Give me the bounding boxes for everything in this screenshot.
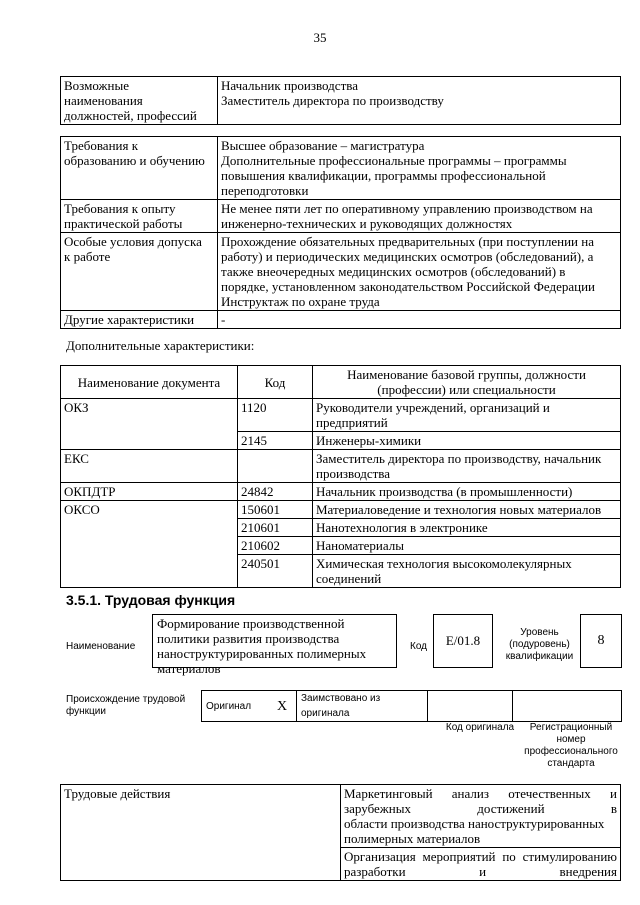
registration-number-cell [513, 691, 622, 722]
table-cell: Материаловедение и технология новых материалов [313, 501, 621, 519]
table-cell: Химическая технология высокомолекулярных соединений [313, 555, 621, 588]
labor-action-row: Маркетинговый анализ отечественных и зарубежных достижений в области производства наноструктурированных полимерных материалов [341, 785, 621, 848]
classification-table [60, 365, 621, 588]
function-name-label: Наименование [66, 641, 136, 652]
experience-label: Требования к опыту практической работы [61, 200, 218, 233]
qualification-level-label: Уровень (подуровень) квалификации [505, 627, 574, 662]
table-cell: Начальник производства (в промышленности) [313, 483, 621, 501]
other-characteristics-label: Другие характеристики [61, 311, 218, 329]
origin-table [201, 690, 622, 722]
registration-caption: Регистрационный номер профессионального стандарта [524, 722, 618, 769]
labor-action-row: Организация мероприятий по стимулированию разработки и внедрения [341, 848, 621, 881]
doc-okso: ОКСО [61, 501, 238, 588]
origin-label: Происхождение трудовой функции [66, 694, 186, 717]
requirements-table [60, 136, 621, 329]
experience-values: Не менее пяти лет по оперативному управлению производством на инженерно-технических и руководящих должностях [218, 200, 621, 233]
special-conditions-label: Особые условия допуска к работе [61, 233, 218, 311]
labor-actions-label: Трудовые действия [61, 785, 341, 881]
function-code-label: Код [410, 641, 428, 652]
additional-characteristics-title: Дополнительные характеристики: [66, 338, 255, 353]
table-cell: 2145 [238, 432, 313, 450]
header-code: Код [238, 366, 313, 399]
table-cell: 1120 [238, 399, 313, 432]
possible-positions-table [60, 76, 621, 125]
doc-okpdtr: ОКПДТР [61, 483, 238, 501]
positions-values: Начальник производства Заместитель директора по производству [218, 77, 621, 125]
function-code-value: E/01.8 [433, 614, 493, 668]
table-cell [238, 450, 313, 483]
table-cell: 24842 [238, 483, 313, 501]
table-cell: 210601 [238, 519, 313, 537]
education-label: Требования к образованию и обучению [61, 137, 218, 200]
table-cell: Наноматериалы [313, 537, 621, 555]
special-conditions-values: Прохождение обязательных предварительных (при поступлении на работу) и периодических медицинских осмотров (обследований), а также внеочередных медицинских осмотров (обследований) в порядке, установленном законодательством Российской Федерации Инструктаж по охране труда [218, 233, 621, 311]
doc-eks: ЕКС [61, 450, 238, 483]
table-cell: 240501 [238, 555, 313, 588]
education-values: Высшее образование – магистратура Дополнительные профессиональные программы – программы повышения квалификации, программы профессиональной переподготовки [218, 137, 621, 200]
table-cell: Инженеры-химики [313, 432, 621, 450]
labor-actions-table [60, 784, 621, 881]
table-cell: 210602 [238, 537, 313, 555]
table-cell: Нанотехнология в электронике [313, 519, 621, 537]
page-number: 35 [313, 30, 327, 45]
header-document: Наименование документа [61, 366, 238, 399]
header-name: Наименование базовой группы, должности (профессии) или специальности [313, 366, 621, 399]
original-mark: X [268, 691, 297, 722]
table-cell: Заместитель директора по производству, начальник производства [313, 450, 621, 483]
borrowed-label: Заимствовано из оригинала [297, 691, 428, 722]
qualification-level-value: 8 [580, 614, 622, 668]
code-caption: Код оригинала [445, 722, 515, 733]
function-name-value: Формирование производственной политики развития производства наноструктурированных полимерных материалов [152, 614, 397, 668]
table-cell: Руководители учреждений, организаций и предприятий [313, 399, 621, 432]
section-title: 3.5.1. Трудовая функция [66, 592, 236, 608]
positions-label: Возможные наименования должностей, профессий [61, 77, 218, 125]
other-characteristics-value: - [218, 311, 621, 329]
original-code-cell [428, 691, 513, 722]
table-cell: 150601 [238, 501, 313, 519]
doc-okz: ОКЗ [61, 399, 238, 450]
original-label: Оригинал [202, 691, 269, 722]
